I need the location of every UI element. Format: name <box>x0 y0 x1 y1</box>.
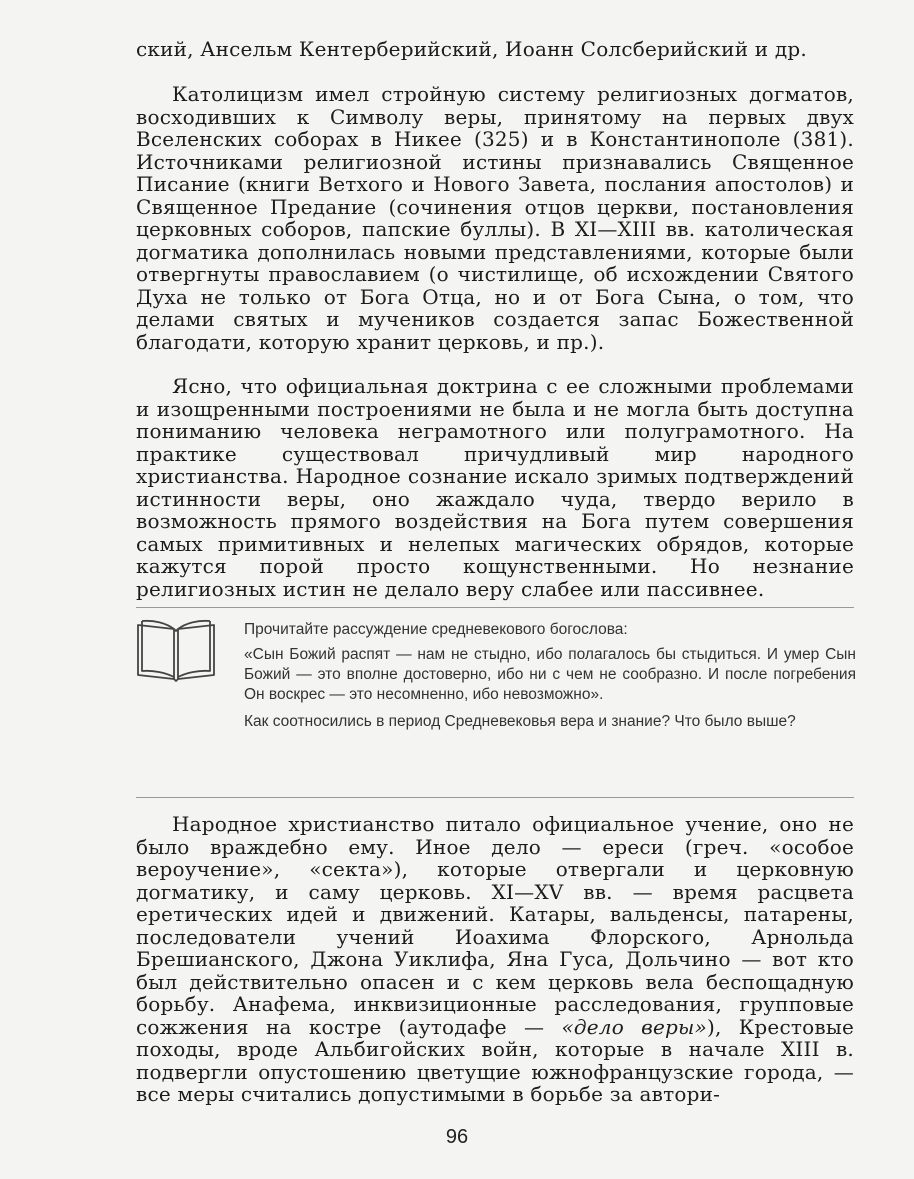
open-book-icon <box>134 617 218 683</box>
box-top-divider <box>136 607 854 608</box>
page-number: 96 <box>445 1126 469 1148</box>
paragraph-heresy <box>136 813 854 1106</box>
heresy-text-end: ), Крестовые походы, вроде Альбигойских войн, которые в начале XIII в. подвергли опустошению цветущие южнофранцузские города, — все меры считались допустимыми в борьбе за автори- <box>136 1014 854 1106</box>
heresy-text-start: Народное христианство питало официальное учение, оно не было враждебно ему. Иное дело — ереси (греч. «особое вероучение», «секта»), которые отвергали и церковную догматику, и саму церковь. XI—XV вв. — время расцвета еретических идей и движений. Катары, вальденсы, патарены, последователи учений Иоахима Флорского, Арнольда Брешианского, Джона Уиклифа, Яна Гуса, Дольчино — вот кто был действительно опасен и с кем церковь вела беспощадную борьбу. Анафема, инквизиционные расследования, групповые сожжения на костре (аутодафе — <box>136 812 854 1039</box>
reading-question: Как соотносились в период Средневековья вера и знание? Что было выше? <box>244 713 796 730</box>
heresy-italic-phrase: «дело веры» <box>561 1014 707 1039</box>
reading-quote: «Сын Божий распят — нам не стыдно, ибо полагалось бы стыдиться. И умер Сын Божий — это вполне достоверно, ибо ни с чем не сообразно. И после погребения Он воскрес — это несомненно, ибо невозможно». <box>244 646 856 703</box>
paragraph-top: ский, Ансельм Кентерберийский, Иоанн Солсберийский и др. <box>136 37 807 61</box>
reading-box <box>244 620 856 732</box>
paragraph-catholicism: Католицизм имел стройную систему религиозных догматов, восходивших к Символу веры, принятому на первых двух Вселенских соборах в Никее (325) и в Константинополе (381). Источниками религиозной истины признавались Священное Писание (книги Ветхого и Нового Завета, послания апостолов) и Священное Предание (сочинения отцов церкви, постановления церковных соборов, папские буллы). В XI—XIII вв. католическая догматика дополнилась новыми представлениями, которые были отвергнуты православием (о чистилище, об исхождении Святого Духа не только от Бога Отца, но и от Бога Сына, о том, что делами святых и мучеников создается запас Божественной благодати, которую хранит церковь, и пр.). <box>136 82 854 354</box>
paragraph-doctrine: Ясно, что официальная доктрина с ее сложными проблемами и изощренными построениями не была и не могла быть доступна пониманию человека неграмотного или полуграмотного. На практике существовал причудливый мир народного христианства. Народное сознание искало зримых подтверждений истинности веры, оно жаждало чуда, твердо верило в возможность прямого воздействия на Бога путем совершения самых примитивных и нелепых магических обрядов, которые кажутся порой просто кощунственными. Но незнание религиозных истин не делало веру слабее или пассивнее. <box>136 374 854 601</box>
reading-prompt: Прочитайте рассуждение средневекового богослова: <box>244 621 628 638</box>
box-bottom-divider <box>136 797 854 798</box>
